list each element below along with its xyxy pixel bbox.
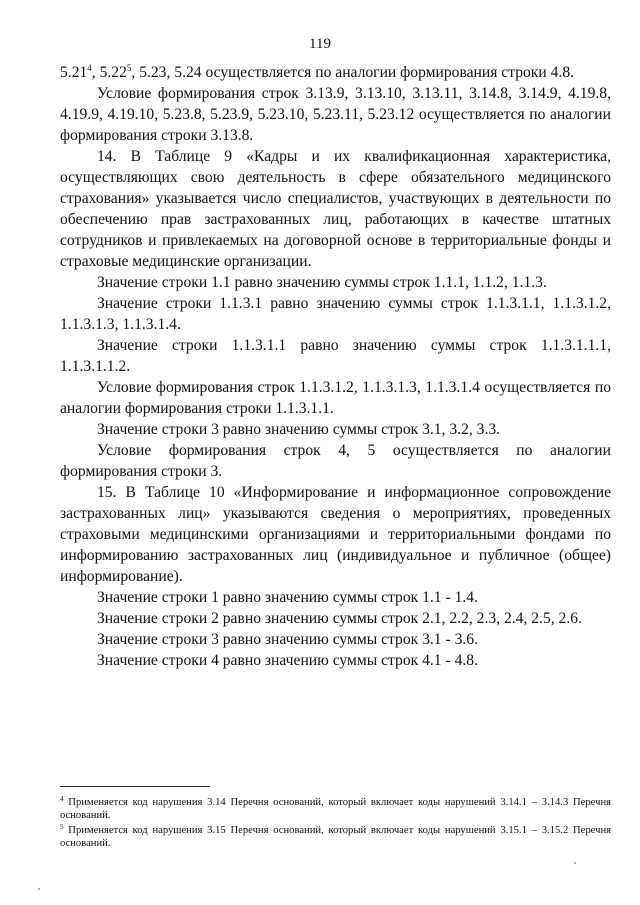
paragraph-section-14: 14. В Таблице 9 «Кадры и их квалификационная характеристика, осуществляющих свою деятельность в сфере обязательного медицинского страхования» указывается число специалистов, участвующих в деятельности по обеспечению прав застрахованных лиц, работающих в качестве штатных сотрудников и привлекаемых на договорной основе в территориальные фонды и страховые медицинские организации. <box>60 148 611 270</box>
footnote-ref-5[interactable]: 5 <box>126 63 132 73</box>
document-body <box>60 62 611 671</box>
paragraph: Значение строки 1.1.3.1.1 равно значению суммы строк 1.1.3.1.1.1, 1.1.3.1.1.2. <box>60 337 611 375</box>
footnote-mark: 5 <box>60 823 64 831</box>
paragraph: Значение строки 2 равно значению суммы строк 2.1, 2.2, 2.3, 2.4, 2.5, 2.6. <box>97 610 582 627</box>
paragraph: Условие формирования строк 1.1.3.1.2, 1.1.3.1.3, 1.1.3.1.4 осуществляется по аналогии формирования строки 1.1.3.1.1. <box>60 379 611 417</box>
text-fragment: , 5.22 <box>91 64 127 81</box>
paragraph: Значение строки 3 равно значению суммы строк 3.1, 3.2, 3.3. <box>97 421 501 438</box>
paragraph: Условие формирования строк 4, 5 осуществляется по аналогии формирования строки 3. <box>60 442 611 480</box>
scan-speck <box>38 888 40 890</box>
paragraph: Значение строки 1.1 равно значению суммы строк 1.1.1, 1.1.2, 1.1.3. <box>97 274 547 291</box>
footnote-text: Применяется код нарушения 3.14 Перечня оснований, который включает коды нарушений 3.14.1 – 3.14.3 Перечня оснований. <box>60 797 611 821</box>
footnote-text: Применяется код нарушения 3.15 Перечня оснований, который включает коды нарушений 3.15.1 – 3.15.2 Перечня оснований. <box>60 825 611 849</box>
page-number: 119 <box>309 36 331 52</box>
paragraph-continuation <box>60 62 611 83</box>
footnote-5 <box>60 824 611 850</box>
paragraph: Условие формирования строк 3.13.9, 3.13.10, 3.13.11, 3.14.8, 3.14.9, 4.19.8, 4.19.9, 4.19.10, 5.23.8, 5.23.9, 5.23.10, 5.23.11, 5.23.12 осуществляется по аналогии формирования строки 3.13.8. <box>60 85 611 144</box>
paragraph-section-15: 15. В Таблице 10 «Информирование и информационное сопровождение застрахованных лиц» указываются сведения о мероприятиях, проведенных страховыми медицинскими организациями и территориальными фондами по информированию застрахованных лиц (индивидуальное и публичное (общее) информирование). <box>60 484 611 585</box>
text-fragment: 5.21 <box>60 64 88 81</box>
footnotes <box>60 796 611 852</box>
footnote-mark: 4 <box>60 795 64 803</box>
paragraph: Значение строки 1 равно значению суммы строк 1.1 - 1.4. <box>97 589 478 606</box>
scan-speck <box>574 862 576 864</box>
paragraph: Значение строки 3 равно значению суммы строк 3.1 - 3.6. <box>97 631 478 648</box>
footnote-ref-4[interactable]: 4 <box>87 63 92 73</box>
paragraph: Значение строки 4 равно значению суммы строк 4.1 - 4.8. <box>97 652 478 669</box>
paragraph: Значение строки 1.1.3.1 равно значению суммы строк 1.1.3.1.1, 1.1.3.1.2, 1.1.3.1.3, 1.1.3.1.4. <box>60 295 611 333</box>
footnote-separator <box>60 786 210 787</box>
text-fragment: , 5.23, 5.24 осуществляется по аналогии формирования строки 4.8. <box>131 64 575 81</box>
footnote-4 <box>60 796 611 822</box>
